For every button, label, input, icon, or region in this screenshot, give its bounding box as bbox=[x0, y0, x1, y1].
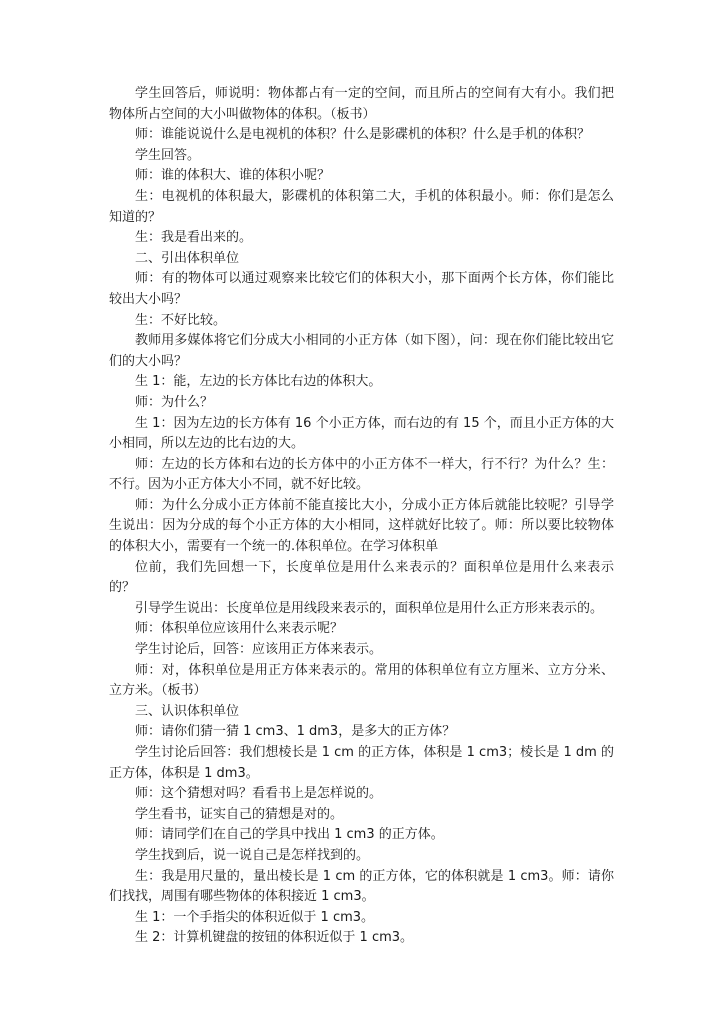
document-page bbox=[109, 84, 614, 949]
paragraph: 生：我是用尺量的，量出棱长是 1 cm 的正方体，它的体积就是 1 cm3。师：请你们找找，周围有哪些物体的体积接近 1 cm3。 bbox=[109, 868, 614, 905]
paragraph: 生 1：因为左边的长方体有 16 个小正方体，而右边的有 15 个，而且小正方体的大小相同，所以左边的比右边的大。 bbox=[109, 415, 614, 452]
paragraph: 位前，我们先回想一下，长度单位是用什么来表示的？面积单位是用什么来表示的？ bbox=[109, 559, 614, 596]
paragraph: 师：谁能说说什么是电视机的体积？什么是影碟机的体积？什么是手机的体积？ bbox=[135, 127, 591, 143]
paragraph: 学生找到后，说一说自己是怎样找到的。 bbox=[135, 847, 370, 863]
paragraph: 学生讨论后，回答：应该用正方体来表示。 bbox=[135, 642, 383, 658]
paragraph: 师：请同学们在自己的学具中找出 1 cm3 的正方体。 bbox=[135, 827, 444, 843]
paragraph: 教师用多媒体将它们分成大小相同的小正方体（如下图），问：现在你们能比较出它们的大小吗？ bbox=[109, 333, 614, 369]
paragraph: 师：这个猜想对吗？看看书上是怎样说的。 bbox=[135, 786, 383, 802]
paragraph: 师：请你们猜一猜 1 cm3、1 dm3，是多大的正方体？ bbox=[135, 724, 456, 740]
paragraph: 师：谁的体积大、谁的体积小呢？ bbox=[135, 168, 331, 184]
paragraph: 学生讨论后回答：我们想棱长是 1 cm 的正方体，体积是 1 cm3；棱长是 1 dm 的正方体，体积是 1 dm3。 bbox=[109, 745, 614, 781]
paragraph: 师：为什么？ bbox=[135, 394, 214, 410]
paragraph: 生 2：计算机键盘的按钮的体积近似于 1 cm3。 bbox=[135, 930, 414, 946]
paragraph: 师：体积单位应该用什么来表示呢？ bbox=[135, 621, 344, 637]
paragraph: 学生回答后，师说明：物体都占有一定的空间，而且所占的空间有大有小。我们把物体所占空间的大小叫做物体的体积。（板书） bbox=[109, 86, 614, 122]
paragraph: 师：对，体积单位是用正方体来表示的。常用的体积单位有立方厘米、立方分米、立方米。（板书） bbox=[109, 662, 614, 699]
section-heading: 二、引出体积单位 bbox=[135, 250, 240, 266]
paragraph: 生：不好比较。 bbox=[135, 312, 227, 328]
paragraph: 师：为什么分成小正方体前不能直接比大小，分成小正方体后就能比较呢？引导学生说出：因为分成的每个小正方体的大小相同，这样就好比较了。师：所以要比较物体的体积大小，需要有一个统一的.体积单位。在学习体积单 bbox=[109, 497, 614, 555]
paragraph: 生：我是看出来的。 bbox=[135, 230, 253, 246]
paragraph: 师：左边的长方体和右边的长方体中的小正方体不一样大，行不行？为什么？生：不行。因为小正方体大小不同，就不好比较。 bbox=[109, 456, 614, 493]
paragraph: 引导学生说出：长度单位是用线段来表示的，面积单位是用什么正方形来表示的。 bbox=[135, 600, 604, 616]
paragraph: 生 1：一个手指尖的体积近似于 1 cm3。 bbox=[135, 909, 375, 925]
section-heading: 三、认识体积单位 bbox=[135, 703, 240, 719]
paragraph: 师：有的物体可以通过观察来比较它们的体积大小，那下面两个长方体，你们能比较出大小吗？ bbox=[109, 271, 614, 307]
paragraph: 生：电视机的体积最大，影碟机的体积第二大，手机的体积最小。师：你们是怎么知道的？ bbox=[109, 188, 614, 225]
paragraph: 生 1：能，左边的长方体比右边的体积大。 bbox=[135, 374, 382, 390]
paragraph: 学生看书，证实自己的猜想是对的。 bbox=[135, 806, 344, 822]
paragraph: 学生回答。 bbox=[135, 147, 201, 163]
